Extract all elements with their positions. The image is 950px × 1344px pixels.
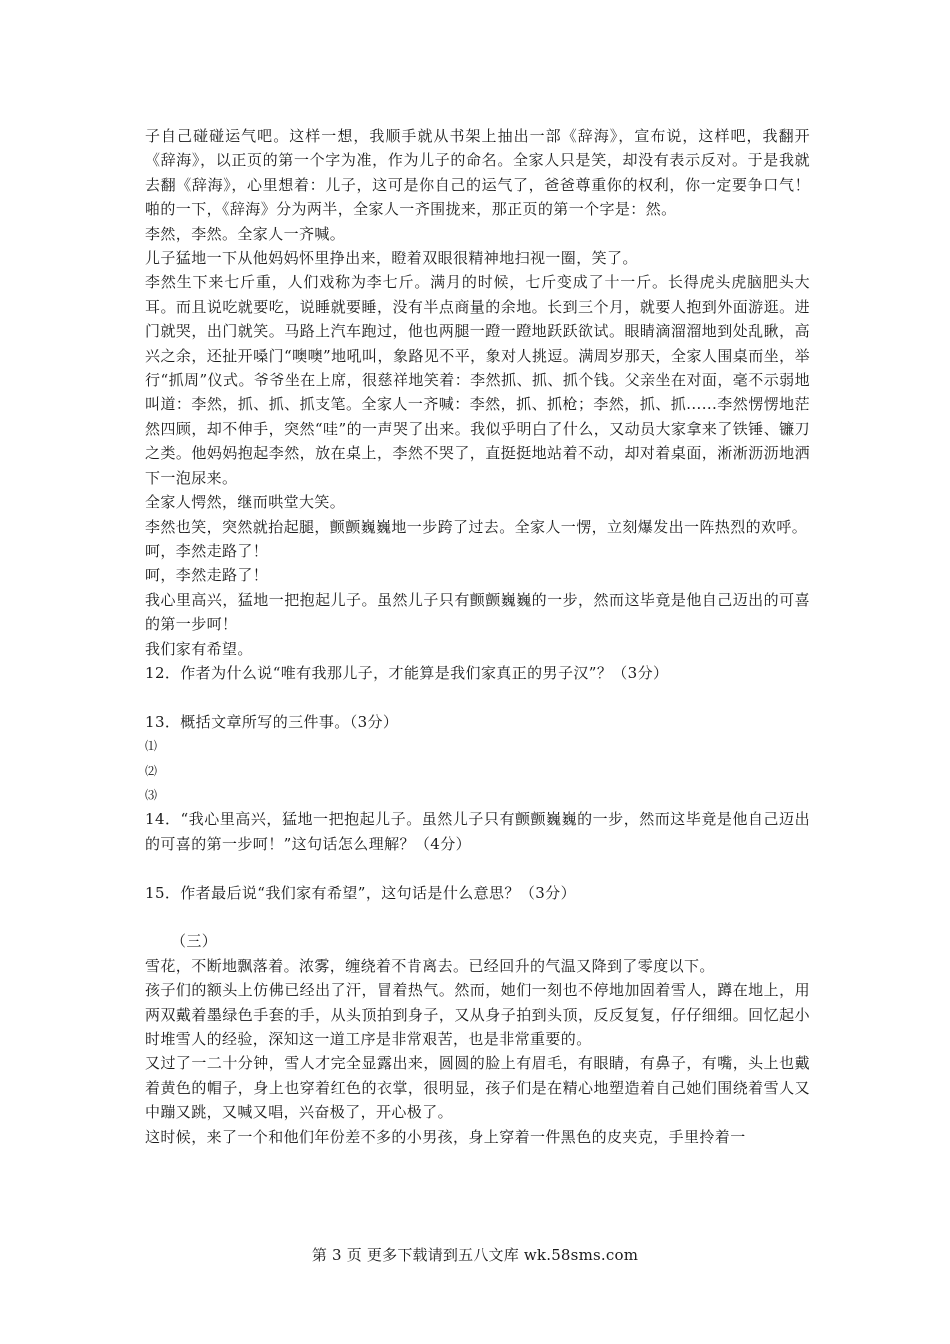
- answer-space: [145, 905, 810, 929]
- passage-paragraph: 这时候，来了一个和他们年份差不多的小男孩，身上穿着一件黑色的皮夹克，手里拎着一: [145, 1127, 746, 1146]
- passage-paragraph: 李然生下来七斤重，人们戏称为李七斤。满月的时候，七斤变成了十一斤。长得虎头虎脑肥头大耳。而且说吃就要吃，说睡就要睡，没有半点商量的余地。长到三个月，就要人抱到外面游逛。进门就哭，出门就笑。马路上汽车跑过，他也两腿一蹬一蹬地跃跃欲试。眼睛滴溜溜地到处乱瞅，高兴之余，还扯开嗓门“噢噢”地吼叫，象路见不平，象对人挑逗。满周岁那天，全家人围桌而坐，举行“抓周”仪式。爷爷坐在上席，很慈祥地笑着：李然抓、抓、抓个钱。父亲坐在对面，毫不示弱地叫道：李然，抓、抓、抓支笔。全家人一齐喊：李然，抓、抓枪；李然，抓、抓......李然愣愣地茫然四顾，却不伸手，突然“哇”的一声哭了出来。我似乎明白了什么，又动员大家拿来了铁锤、镰刀之类。他妈妈抱起李然，放在桌上，李然不哭了，直挺挺地站着不动，却对着桌面，淅淅沥沥地洒下一泡尿来。: [145, 273, 810, 487]
- answer-item-1: ⑴: [145, 739, 158, 754]
- answer-item-3: ⑶: [145, 787, 158, 802]
- answer-space: [145, 856, 810, 880]
- question-14: 14．“我心里高兴，猛地一把抱起儿子。虽然儿子只有颤颤巍巍的一步，然而这毕竟是他自己迈出的可喜的第一步呵！”这句话怎么理解？（4分）: [145, 810, 810, 853]
- passage-paragraph: 儿子猛地一下从他妈妈怀里挣出来，瞪着双眼很精神地扫视一圈，笑了。: [145, 249, 638, 268]
- passage-paragraph: 孩子们的额头上仿佛已经出了汗，冒着热气。然而，她们一刻也不停地加固着雪人，蹲在地上，用两双戴着墨绿色手套的手，从头顶拍到身子，又从身子拍到头顶，反反复复，仔仔细细。回忆起小时堆雪人的经验，深知这一道工序是非常艰苦，也是非常重要的。: [145, 981, 810, 1048]
- passage-paragraph: 我们家有希望。: [145, 639, 253, 658]
- passage-paragraph: 李然也笑，突然就抬起腿，颤颤巍巍地一步跨了过去。全家人一愣，立刻爆发出一阵热烈的欢呼。: [145, 517, 808, 536]
- passage-paragraph: 我心里高兴，猛地一把抱起儿子。虽然儿子只有颤颤巍巍的一步，然而这毕竟是他自己迈出的可喜的第一步呵！: [145, 590, 810, 634]
- question-12: 12．作者为什么说“唯有我那儿子，才能算是我们家真正的男子汉”？（3分）: [145, 663, 669, 682]
- passage-paragraph: 呵，李然走路了！: [145, 541, 269, 560]
- section-heading: （三）: [171, 932, 218, 951]
- passage-paragraph: 全家人愕然，继而哄堂大笑。: [145, 493, 346, 512]
- question-15: 15．作者最后说“我们家有希望”，这句话是什么意思？（3分）: [145, 883, 576, 902]
- answer-space: [145, 685, 810, 709]
- answer-item-2: ⑵: [145, 763, 158, 778]
- passage-paragraph: 子自己碰碰运气吧。这样一想，我顺手就从书架上抽出一部《辞海》，宣布说，这样吧，我翻开《辞海》，以正页的第一个字为准，作为儿子的命名。全家人只是笑，却没有表示反对。于是我就去翻《辞海》，心里想着：儿子，这可是你自己的运气了，爸爸尊重你的权利，你一定要争口气！啪的一下，《辞海》分为两半，全家人一齐围拢来，那正页的第一个字是：然。: [145, 127, 810, 219]
- question-13: 13．概括文章所写的三件事。（3分）: [145, 712, 399, 731]
- passage-paragraph: 呵，李然走路了！: [145, 566, 269, 585]
- passage-paragraph: 李然，李然。全家人一齐喊。: [145, 224, 346, 243]
- page-footer: 第 3 页 更多下载请到五八文库 wk.58sms.com: [311, 1246, 639, 1264]
- document-body: [145, 124, 810, 1149]
- passage-paragraph: 雪花，不断地飘落着。浓雾，缠绕着不肯离去。已经回升的气温又降到了零度以下。: [145, 956, 715, 975]
- passage-paragraph: 又过了一二十分钟，雪人才完全显露出来，圆圆的脸上有眉毛，有眼睛，有鼻子，有嘴，头上也戴着黄色的帽子，身上也穿着红色的衣掌，很明显，孩子们是在精心地塑造着自己她们围绕着雪人又中蹦又跳，又喊又唱，兴奋极了，开心极了。: [145, 1054, 810, 1122]
